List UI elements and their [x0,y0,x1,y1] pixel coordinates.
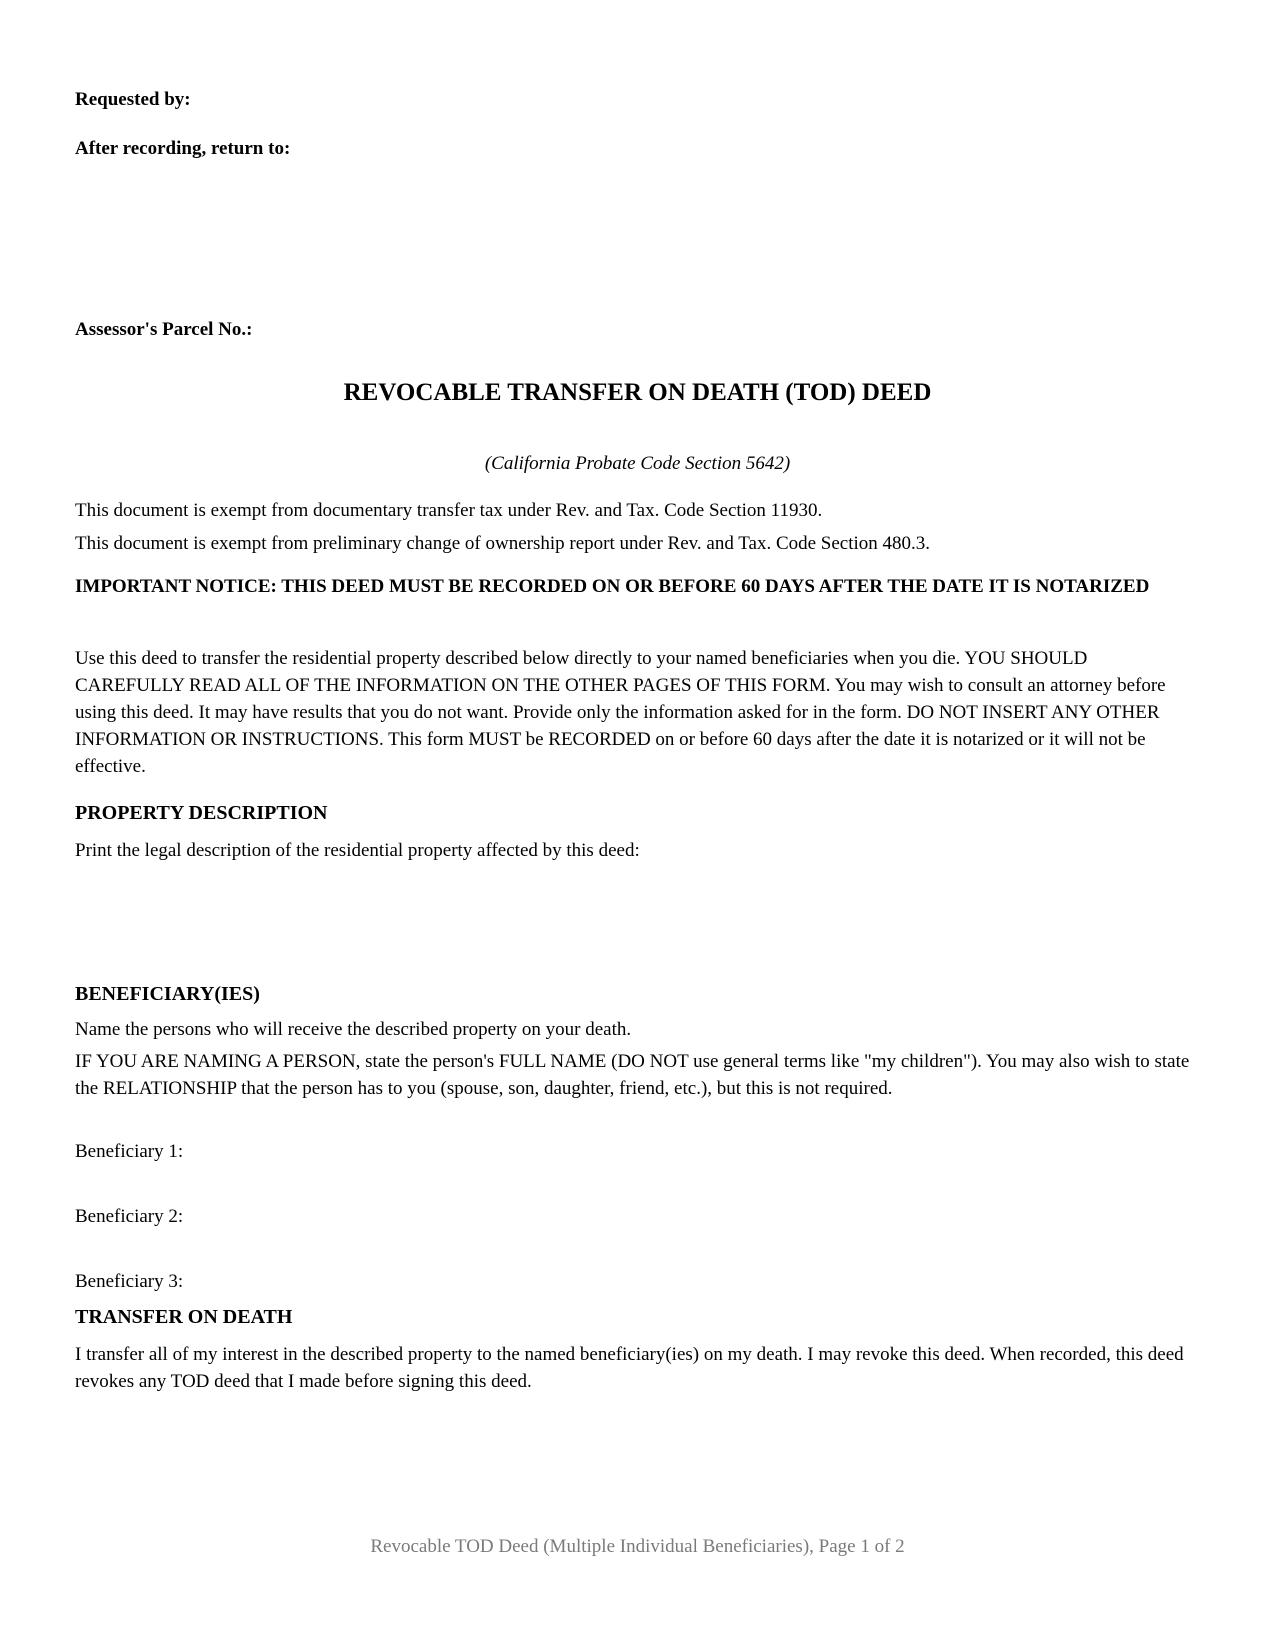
requested-by-label: Requested by: [75,89,191,110]
beneficiary-2-label: Beneficiary 2: [75,1206,184,1227]
property-description-heading: PROPERTY DESCRIPTION [75,802,328,824]
statute-subtitle: (California Probate Code Section 5642) [484,453,791,474]
beneficiary-1-label: Beneficiary 1: [75,1141,184,1162]
exemption-ownership-report: This document is exempt from preliminary change of ownership report under Rev. and Tax. Code Section 480.3. [75,533,931,554]
exemption-transfer-tax: This document is exempt from documentary transfer tax under Rev. and Tax. Code Section 11930. [75,500,823,521]
page-title: REVOCABLE TRANSFER ON DEATH (TOD) DEED [343,379,932,406]
beneficiaries-heading: BENEFICIARY(IES) [75,983,260,1005]
apn-label: Assessor's Parcel No.: [75,319,253,340]
property-description-instruction: Print the legal description of the residential property affected by this deed: [75,840,640,861]
beneficiaries-naming-instruction: IF YOU ARE NAMING A PERSON, state the person's FULL NAME (DO NOT use general terms like "my children"). You may also wish to state the RELATIONSHIP that the person has to you (spouse, son, daughter, friend, etc.), but this is not required. [75,1051,1190,1099]
intro-paragraph: Use this deed to transfer the residential property described below directly to your named beneficiaries when you die. YOU SHOULD CAREFULLY READ ALL OF THE INFORMATION ON THE OTHER PAGES OF THIS FORM. You may wish to consult an attorney before using this deed. It may have results that you do not want. Provide only the information asked for in the form. DO NOT INSERT ANY OTHER INFORMATION OR INSTRUCTIONS. This form MUST be RECORDED on or before 60 days after the date it is notarized or it will not be effective. [75,648,1166,777]
beneficiaries-instruction: Name the persons who will receive the described property on your death. [75,1019,632,1040]
page-footer: Revocable TOD Deed (Multiple Individual Beneficiaries), Page 1 of 2 [370,1536,905,1557]
transfer-on-death-text: I transfer all of my interest in the described property to the named beneficiary(ies) on my death. I may revoke this deed. When recorded, this deed revokes any TOD deed that I made before signing this deed. [75,1344,1184,1392]
important-notice: IMPORTANT NOTICE: THIS DEED MUST BE RECORDED ON OR BEFORE 60 DAYS AFTER THE DATE IT IS NOTARIZED [75,576,1150,597]
beneficiary-3-label: Beneficiary 3: [75,1271,184,1292]
transfer-on-death-heading: TRANSFER ON DEATH [75,1306,293,1328]
return-to-label: After recording, return to: [75,138,291,159]
